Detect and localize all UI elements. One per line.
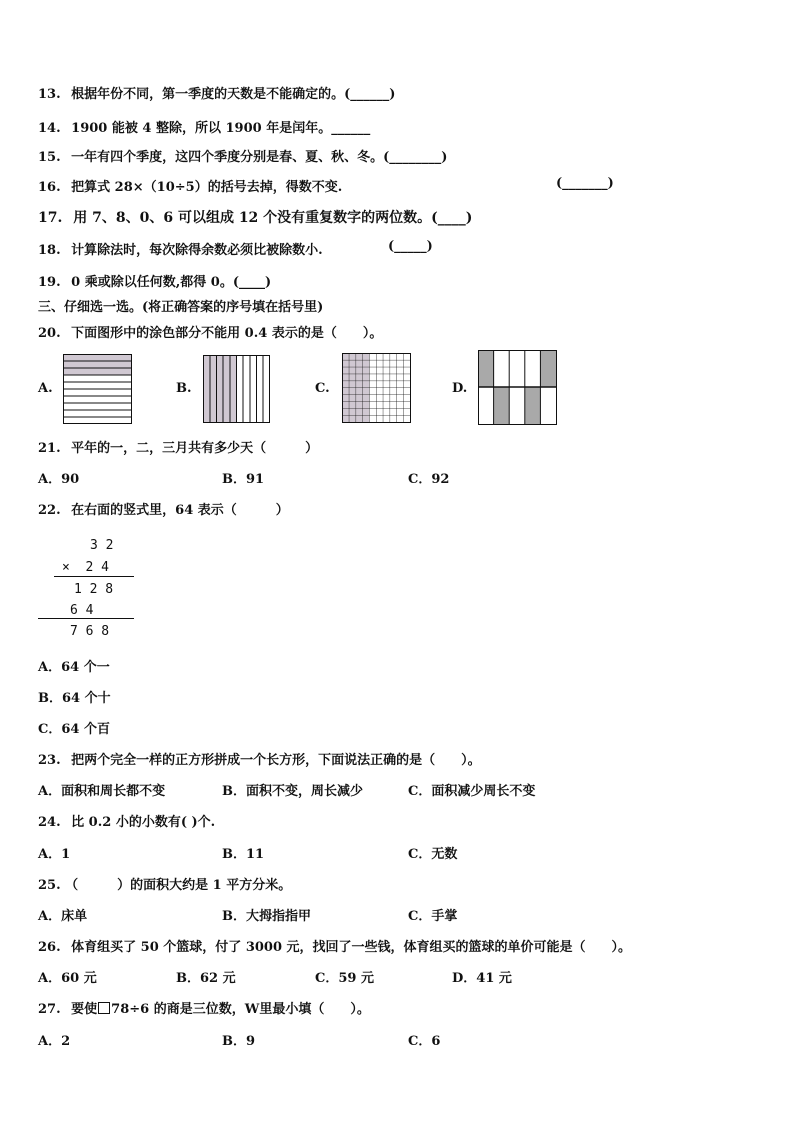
option-c-label[interactable]: C. <box>315 381 330 396</box>
question-27 <box>38 998 370 1017</box>
option-c[interactable]: C．59 元 <box>315 971 374 986</box>
question-text: （ ）的面积大约是 1 平方分米。 <box>65 878 292 893</box>
option-a[interactable]: A．1 <box>38 847 71 862</box>
question-number: 15. <box>38 150 61 165</box>
option-c[interactable]: C．92 <box>408 472 450 487</box>
question-number: 25. <box>38 878 61 893</box>
question-text: 下面图形中的涂色部分不能用 0.4 表示的是（ ）。 <box>71 326 383 341</box>
question-number: 19. <box>38 275 61 290</box>
option-b[interactable]: B．64 个十 <box>38 691 111 706</box>
option-b[interactable]: B．62 元 <box>176 971 236 986</box>
option-a[interactable]: A．60 元 <box>38 971 97 986</box>
option-b[interactable]: B．9 <box>222 1034 256 1049</box>
multiplicand: 3 2 <box>90 538 114 553</box>
question-text: 一年有四个季度，这四个季度分别是春、夏、秋、冬。(________) <box>71 150 448 165</box>
question-text: 比 0.2 小的小数有( )个. <box>71 815 216 830</box>
question-14 <box>38 117 370 136</box>
partial-product-1: 1 2 8 <box>74 582 114 597</box>
question-15 <box>38 146 447 165</box>
option-d-label[interactable]: D. <box>452 381 468 396</box>
question-18 <box>38 239 323 258</box>
rule-line <box>38 618 134 619</box>
answer-blank[interactable]: (_____) <box>388 239 433 254</box>
option-a[interactable]: A．64 个一 <box>38 660 110 675</box>
question-number: 20. <box>38 326 61 341</box>
option-a[interactable]: A．2 <box>38 1034 71 1049</box>
question-19 <box>38 271 271 290</box>
question-13 <box>38 83 395 102</box>
option-c[interactable]: C．6 <box>408 1034 441 1049</box>
figure-c-grid[interactable] <box>342 353 411 423</box>
question-number: 24. <box>38 815 61 830</box>
question-text: 用 7、8、0、6 可以组成 12 个没有重复数字的两位数。(____) <box>73 210 473 226</box>
question-23 <box>38 749 481 768</box>
option-d[interactable]: D．41 元 <box>452 971 512 986</box>
blank-box-icon <box>98 1002 110 1014</box>
question-text: 0 乘或除以任何数,都得 0。(____) <box>71 275 272 290</box>
option-b[interactable]: B．11 <box>222 847 265 862</box>
question-25 <box>38 874 291 893</box>
question-number: 13. <box>38 87 61 102</box>
vertical-multiplication <box>38 538 138 642</box>
figure-d-blocks[interactable] <box>478 350 557 425</box>
question-text: 体育组买了 50 个篮球，付了 3000 元，找回了一些钱，体育组买的篮球的单价可能是（ ）。 <box>71 940 632 955</box>
option-a[interactable]: A．床单 <box>38 909 88 924</box>
figure-b-vertical-stripes[interactable] <box>203 355 270 423</box>
question-number: 21. <box>38 441 61 456</box>
question-number: 26. <box>38 940 61 955</box>
option-a[interactable]: A．90 <box>38 472 80 487</box>
question-text: 把两个完全一样的正方形拼成一个长方形，下面说法正确的是（ ）。 <box>71 753 481 768</box>
partial-product-2: 6 4 <box>70 603 94 618</box>
option-b-label[interactable]: B. <box>176 381 192 396</box>
question-text: 1900 能被 4 整除，所以 1900 年是闰年。______ <box>71 121 371 136</box>
question-text: 根据年份不同，第一季度的天数是不能确定的。(______) <box>71 87 396 102</box>
option-b[interactable]: B．面积不变，周长减少 <box>222 784 363 799</box>
question-24 <box>38 811 215 830</box>
question-number: 23. <box>38 753 61 768</box>
section-heading: 三、仔细选一选。(将正确答案的序号填在括号里) <box>38 300 324 315</box>
option-a-label[interactable]: A. <box>38 381 53 396</box>
question-number: 16. <box>38 180 61 195</box>
question-number: 18. <box>38 243 61 258</box>
question-20 <box>38 322 382 341</box>
option-a[interactable]: A．面积和周长都不变 <box>38 784 166 799</box>
answer-blank[interactable]: (_______) <box>556 176 614 191</box>
product: 7 6 8 <box>70 624 110 639</box>
option-c[interactable]: C．面积减少周长不变 <box>408 784 536 799</box>
question-number: 27. <box>38 1002 61 1017</box>
option-b[interactable]: B．91 <box>222 472 265 487</box>
option-c[interactable]: C．手掌 <box>408 909 458 924</box>
question-text-start: 要使 <box>71 1002 98 1017</box>
question-number: 17. <box>38 210 63 226</box>
figure-a-horizontal-stripes[interactable] <box>63 354 132 424</box>
question-text: 把算式 28×（10÷5）的括号去掉，得数不变. <box>71 180 343 195</box>
question-22 <box>38 499 289 518</box>
question-text-end: 78÷6 的商是三位数，W里最小填（ ）。 <box>111 1002 370 1017</box>
question-number: 22. <box>38 503 61 518</box>
question-text: 计算除法时，每次除得余数必须比被除数小. <box>71 243 323 258</box>
question-text: 平年的一，二，三月共有多少天（ ） <box>71 441 319 456</box>
question-26 <box>38 936 631 955</box>
option-c[interactable]: C．64 个百 <box>38 722 110 737</box>
question-number: 14. <box>38 121 61 136</box>
question-17 <box>38 207 472 227</box>
question-text: 在右面的竖式里，64 表示（ ） <box>71 503 289 518</box>
option-b[interactable]: B．大拇指指甲 <box>222 909 311 924</box>
question-21 <box>38 437 318 456</box>
option-c[interactable]: C．无数 <box>408 847 458 862</box>
rule-line <box>54 576 134 577</box>
question-16 <box>38 176 342 195</box>
multiplier: × 2 4 <box>62 560 109 575</box>
